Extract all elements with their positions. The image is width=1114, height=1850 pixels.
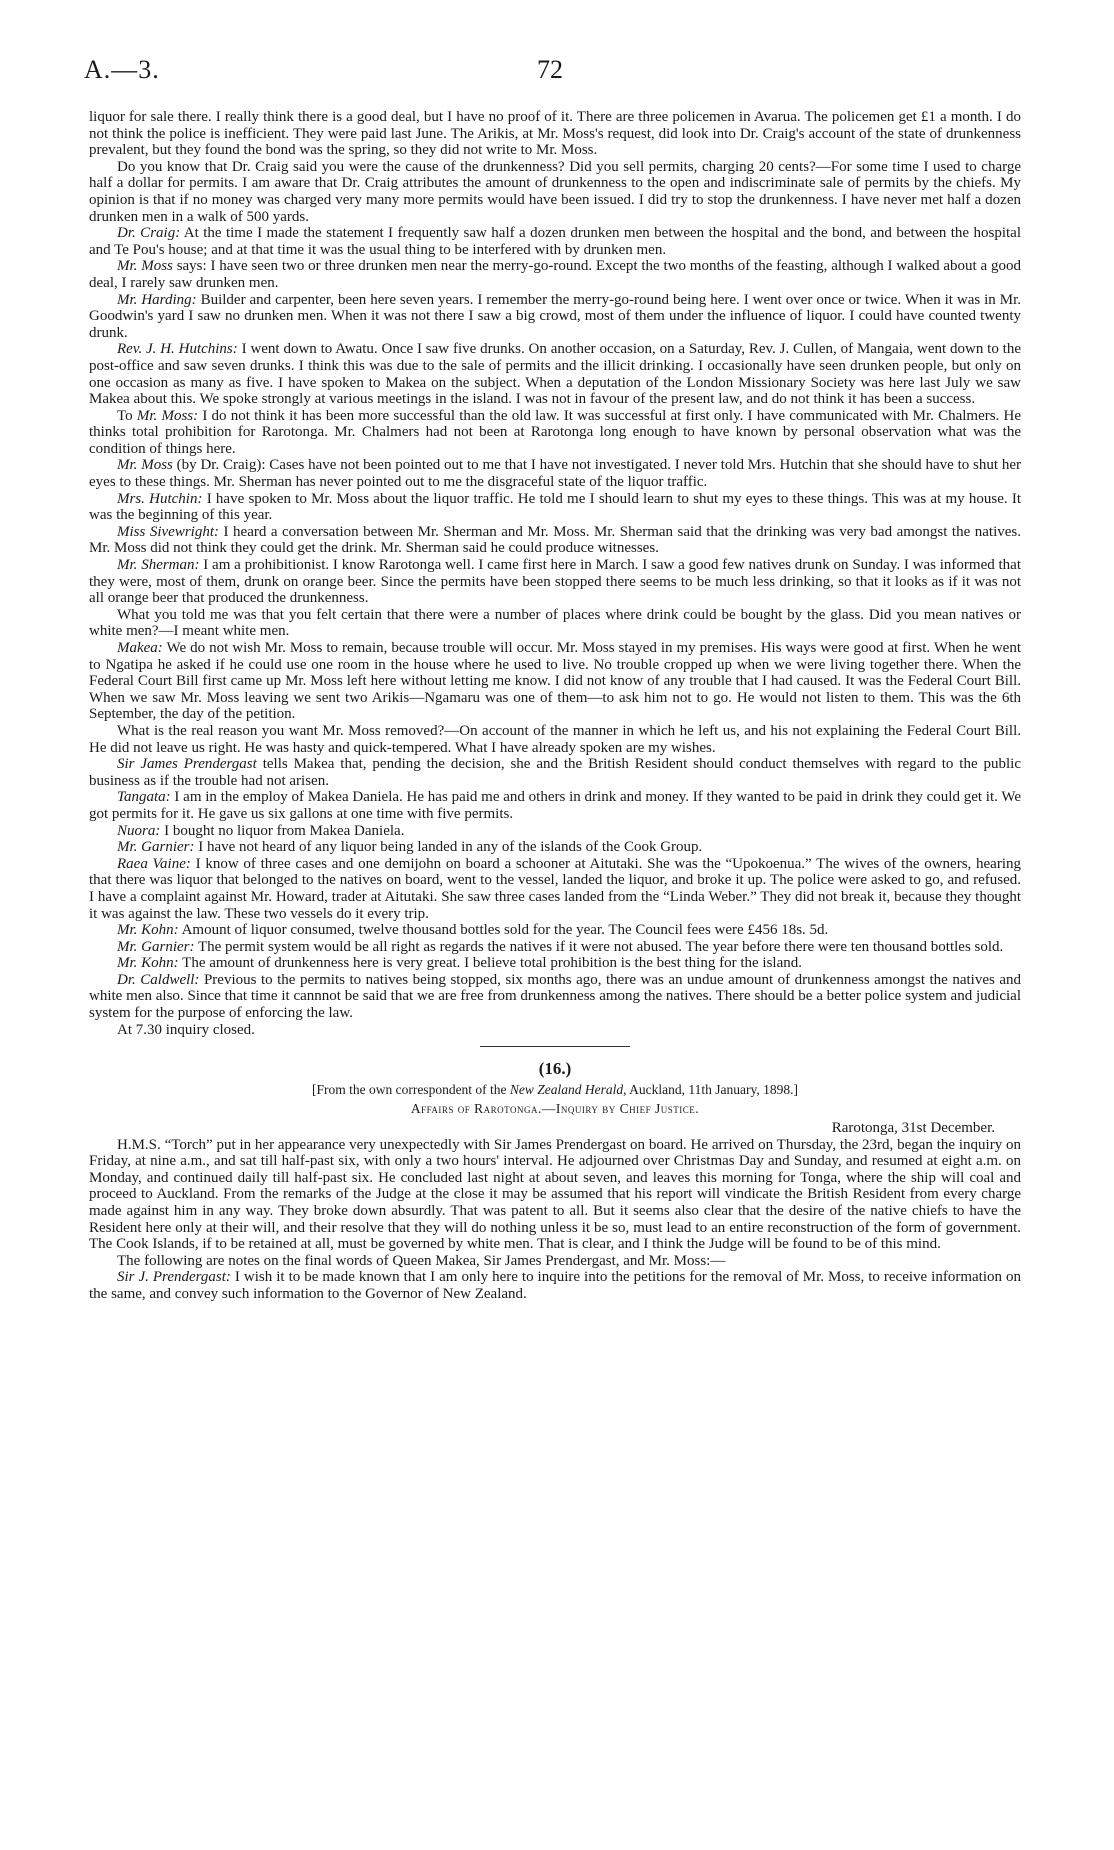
paragraph-text: I am in the employ of Makea Daniela. He has paid me and others in drink and money. If they wanted to be paid in drink they could get it. We got permits for it. He gave us six gallons at one time with five permits. bbox=[89, 789, 1021, 822]
source-citation bbox=[89, 1082, 1021, 1099]
speaker-name: Dr. Caldwell: bbox=[117, 971, 200, 988]
paragraph-text: liquor for sale there. I really think there is a good deal, but I have no proof of it. There are three policemen in Avarua. The policemen get £1 a month. I do not think the police is inefficient. They were paid last June. The Arikis, at Mr. Moss's request, did look into Dr. Craig's account of the state of drunkenness prevalent, but they found the bond was the spring, so they did not write to Mr. Moss. bbox=[89, 109, 1021, 159]
series-label: A.—3. bbox=[84, 55, 160, 84]
paragraph-text: Amount of liquor consumed, twelve thousand bottles sold for the year. The Council fees were £456 18s. 5d. bbox=[178, 922, 829, 939]
paragraph-text: I have spoken to Mr. Moss about the liquor traffic. He told me I should learn to shut my eyes to these things. This was at my house. It was the beginning of this year. bbox=[89, 490, 1021, 524]
paragraph bbox=[89, 922, 1021, 939]
paragraph-text: I went down to Awatu. Once I saw five drunks. On another occasion, on a Saturday, Rev. J. Cullen, of Mangaia, went down to the post-office and saw seven drunks. I think this was due to the sale of permits and the illicit drinking. I occasionally have seen drunken people, but only on one occasion as many as five. I have spoken to Makea on the subject. When a deputation of the London Missionary Society was here last July we saw Makea about this. We spoke strongly at various meetings in the island. I was not in favour of the present law, and do not think it has been a success. bbox=[89, 341, 1021, 408]
paragraph-text: We do not wish Mr. Moss to remain, because trouble will occur. Mr. Moss stayed in my premises. His ways were good at first. When he went to Ngatipa he asked if he could use one room in the house where he used to live. No trouble cropped up when we were living together there. When the Federal Court Bill first came up Mr. Moss left here without letting me know. I did not know of any trouble that I had caused. It was the Federal Court Bill. When we saw Mr. Moss leaving we sent two Arikis—Ngamaru was one of them—to ask him not to go. He would not listen to them. This was the 6th September, the day of the petition. bbox=[89, 640, 1021, 723]
paragraph-text: The following are notes on the final words of Queen Makea, Sir James Prendergast, and Mr. Moss:— bbox=[117, 1252, 726, 1269]
source-prefix: [From the own correspondent of the bbox=[311, 1081, 510, 1097]
paragraph-text: What is the real reason you want Mr. Moss removed?—On account of the manner in which he left us, and his not explaining the Federal Court Bill. He did not leave us right. He was hasty and quick-tempered. What I have already spoken are my wishes. bbox=[89, 722, 1021, 756]
paragraph bbox=[89, 955, 1021, 972]
paragraph bbox=[89, 109, 1021, 159]
speaker-name: Mr. Garnier: bbox=[117, 839, 195, 856]
paragraph bbox=[89, 292, 1021, 342]
paragraph-text: Builder and carpenter, been here seven years. I remember the merry-go-round being here. I went over once or twice. When it was in Mr. Goodwin's yard I saw no drunken men. When it was not there I saw a big crowd, most of them under the influence of liquor. I could have counted twenty drunk. bbox=[89, 291, 1021, 341]
paragraph bbox=[89, 756, 1021, 789]
dateline: Rarotonga, 31st December. bbox=[831, 1120, 995, 1137]
paragraph-prefix: To bbox=[117, 407, 137, 424]
paragraph bbox=[89, 557, 1021, 607]
speaker-name: Mr. Moss bbox=[117, 457, 173, 474]
source-newspaper: New Zealand Herald bbox=[509, 1081, 624, 1097]
paragraph-text: I wish it to be made known that I am only here to inquire into the petitions for the removal of Mr. Moss, to receive information on the same, and convey such information to the Governor of New Zealand. bbox=[89, 1269, 1021, 1302]
speaker-name: Tangata: bbox=[117, 789, 171, 806]
speaker-name: Mr. Sherman: bbox=[117, 557, 200, 574]
speaker-name: Sir James Prendergast bbox=[117, 756, 257, 773]
section-number: (16.) bbox=[538, 1059, 572, 1079]
paragraph bbox=[89, 839, 1021, 856]
speaker-name: Mr. Garnier: bbox=[117, 938, 195, 955]
paragraph bbox=[89, 341, 1021, 407]
paragraph-text: Do you know that Dr. Craig said you were the cause of the drunkenness? Did you sell permits, charging 20 cents?—For some time I used to charge half a dollar for permits. I am aware that Dr. Craig attributes the amount of drunkenness to the open and indiscriminate sale of permits by the chiefs. My opinion is that if no money was charged very many more permits would have been issued. I did try to stop the drunkenness. I have never met half a dozen drunken men in a walk of 500 yards. bbox=[89, 158, 1021, 225]
paragraph-text: tells Makea that, pending the decision, she and the British Resident should conduct themselves with regard to the public business as if the trouble had not arisen. bbox=[89, 756, 1021, 789]
paragraph bbox=[89, 524, 1021, 557]
speaker-name: Makea: bbox=[117, 640, 163, 656]
paragraph-text: I bought no liquor from Makea Daniela. bbox=[160, 822, 405, 839]
paragraph-text: I do not think it has been more successful than the old law. It was successful at first only. I have communicated with Mr. Chalmers. He thinks total prohibition for Rarotonga. Mr. Chalmers had not been at Rarotonga long enough to have known by personal observation what was the condition of things here. bbox=[89, 407, 1021, 457]
paragraph bbox=[89, 1269, 1021, 1302]
speaker-name: Mr. Moss: bbox=[136, 407, 199, 424]
speaker-name: Raea Vaine: bbox=[117, 855, 191, 872]
paragraph bbox=[89, 823, 1021, 840]
paragraph bbox=[89, 1022, 1021, 1039]
paragraph-text: The permit system would be all right as regards the natives if it were not abused. The year before there were ten thousand bottles sold. bbox=[194, 938, 1004, 955]
paragraph-text: I have not heard of any liquor being landed in any of the islands of the Cook Group. bbox=[194, 839, 703, 856]
document-body bbox=[89, 109, 1021, 1303]
paragraph bbox=[89, 1253, 1021, 1270]
speaker-name: Mr. Kohn: bbox=[117, 922, 179, 939]
paragraph bbox=[89, 939, 1021, 956]
speaker-name: Mr. Kohn: bbox=[117, 955, 179, 972]
speaker-name: Rev. J. H. Hutchins: bbox=[117, 341, 238, 358]
paragraph bbox=[89, 258, 1021, 291]
evidence-section bbox=[89, 109, 1021, 1038]
speaker-name: Mr. Harding: bbox=[117, 291, 197, 308]
paragraph bbox=[89, 159, 1021, 225]
page-number: 72 bbox=[537, 55, 563, 84]
paragraph-text: At the time I made the statement I frequently saw half a dozen drunken men between the hospital and the bond, and between the hospital and Te Pou's house; and at that time it was the usual thing to be interfered with by drunken men. bbox=[89, 225, 1021, 258]
paragraph bbox=[89, 491, 1021, 524]
paragraph bbox=[89, 225, 1021, 258]
speaker-name: Sir J. Prendergast: bbox=[117, 1269, 231, 1286]
paragraph-text: At 7.30 inquiry closed. bbox=[117, 1021, 255, 1038]
speaker-name: Dr. Craig: bbox=[117, 225, 181, 242]
paragraph-text: Previous to the permits to natives being stopped, six months ago, there was an undue amount of drunkenness amongst the natives and white men also. Since that time it cannnot be said that we are free from drunkenness among the natives. There should be a better police system and judicial system for the purpose of enforcing the law. bbox=[89, 971, 1021, 1022]
paragraph bbox=[89, 607, 1021, 640]
paragraph bbox=[89, 723, 1021, 756]
paragraph-text: What you told me was that you felt certain that there were a number of places where drink could be bought by the glass. Did you mean natives or white men?—I meant white men. bbox=[89, 606, 1021, 640]
paragraph bbox=[89, 640, 1021, 723]
paragraph-text: H.M.S. “Torch” put in her appearance very unexpectedly with Sir James Prendergast on board. He arrived on Thursday, the 23rd, began the inquiry on Friday, at nine a.m., and sat till half-past six, with only a two hours' interval. He adjourned over Christmas Day and Sunday, and resumed at eight a.m. on Monday, and continued daily till half-past six. He concluded last night at about seven, and leaves this morning for Tonga, where the ship will coal and proceed to Auckland. From the remarks of the Judge at the close it may be assumed that his report will vindicate the British Resident from every charge made against him in any way. They broke down absurdly. That was patent to all. But it seems also clear that the desire of the native chiefs to have the Resident here only at their will, and their resolve that they will do nothing unless it be so, must lead to an entire reconstruction of the form of government. The Cook Islands, if to be retained at all, must be governed by white men. That is clear, and I think the Judge will be found to be of this mind. bbox=[89, 1136, 1021, 1253]
paragraph-text: I heard a conversation between Mr. Sherman and Mr. Moss. Mr. Sherman said that the drinking was very bad amongst the natives. Mr. Moss did not think they could get the drink. Mr. Sherman said he could produce witnesses. bbox=[89, 523, 1021, 557]
speaker-name: Miss Sivewright: bbox=[117, 523, 220, 540]
paragraph-text: I am a prohibitionist. I know Rarotonga well. I came first here in March. I saw a good few natives drunk on Sunday. I was informed that they were, most of them, drunk on orange beer. Since the permits have been stopped there seems to be much less drinking, so that it looks as if it was not all orange beer that produced the drunkenness. bbox=[89, 557, 1021, 607]
paragraph-text: says: I have seen two or three drunken men near the merry-go-round. Except the two months of the feasting, although I walked about a good deal, I rarely saw drunken men. bbox=[89, 258, 1021, 291]
section-divider bbox=[480, 1046, 630, 1047]
article-section bbox=[89, 1137, 1021, 1303]
paragraph bbox=[89, 457, 1021, 490]
paragraph bbox=[89, 856, 1021, 922]
paragraph-text: I know of three cases and one demijohn on board a schooner at Aitutaki. She was the “Upokoenua.” The wives of the owners, hearing that there was liquor that belonged to the natives on board, went to the vessel, landed the liquor, and broke it up. The police were asked to go, and refused. I have a complaint against Mr. Howard, trader at Aitutaki. She saw three cases landed from the “Linda Weber.” They did not break it, because they thought it was against the law. These two vessels do it every trip. bbox=[89, 855, 1021, 922]
paragraph-text: (by Dr. Craig): Cases have not been pointed out to me that I have not investigated. I never told Mrs. Hutchin that she should have to shut her eyes to these things. Mr. Sherman has never pointed out to me the disgraceful state of the liquor traffic. bbox=[89, 457, 1021, 491]
speaker-name: Nuora: bbox=[117, 822, 161, 839]
paragraph bbox=[89, 1137, 1021, 1253]
speaker-name: Mr. Moss bbox=[117, 258, 173, 275]
paragraph bbox=[89, 408, 1021, 458]
paragraph-text: The amount of drunkenness here is very great. I believe total prohibition is the best thing for the island. bbox=[178, 955, 802, 972]
paragraph bbox=[89, 972, 1021, 1022]
speaker-name: Mrs. Hutchin: bbox=[117, 490, 203, 507]
article-heading: Affairs of Rarotonga.—Inquiry by Chief Justice. bbox=[410, 1101, 700, 1117]
paragraph bbox=[89, 789, 1021, 822]
source-suffix: , Auckland, 11th January, 1898.] bbox=[623, 1081, 799, 1097]
